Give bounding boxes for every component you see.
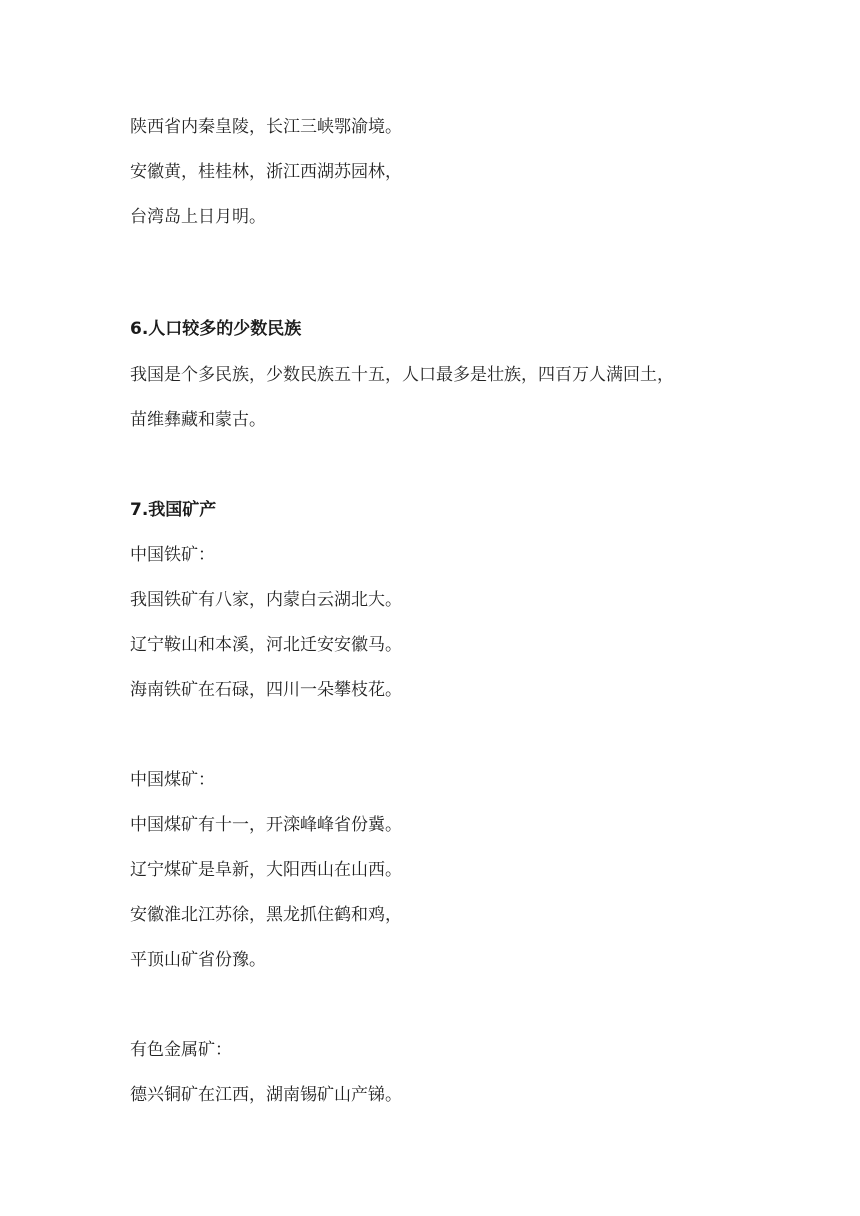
poem-line: 中国煤矿有十一，开滦峰峰省份冀。 <box>130 815 402 835</box>
poem-line: 我国铁矿有八家，内蒙白云湖北大。 <box>130 590 402 610</box>
poem-line: 德兴铜矿在江西，湖南锡矿山产锑。 <box>130 1085 402 1105</box>
poem-line: 我国是个多民族，少数民族五十五，人口最多是壮族，四百万人满回土， <box>130 365 674 385</box>
subsection-label: 中国铁矿： <box>130 545 215 565</box>
poem-line: 陕西省内秦皇陵，长江三峡鄂渝境。 <box>130 117 402 137</box>
poem-line: 苗维彝藏和蒙古。 <box>130 410 266 430</box>
subsection-label: 有色金属矿： <box>130 1040 232 1060</box>
poem-line: 海南铁矿在石碌，四川一朵攀枝花。 <box>130 680 402 700</box>
section-heading: 7.我国矿产 <box>130 500 217 520</box>
subsection-label: 中国煤矿： <box>130 770 215 790</box>
poem-line: 辽宁煤矿是阜新，大阳西山在山西。 <box>130 860 402 880</box>
section-heading: 6.人口较多的少数民族 <box>130 319 302 339</box>
poem-line: 平顶山矿省份豫。 <box>130 950 266 970</box>
poem-line: 台湾岛上日月明。 <box>130 207 266 227</box>
poem-line: 辽宁鞍山和本溪，河北迁安安徽马。 <box>130 635 402 655</box>
poem-line: 安徽黄，桂桂林，浙江西湖苏园林， <box>130 162 402 182</box>
poem-line: 安徽淮北江苏徐，黑龙抓住鹤和鸡， <box>130 905 402 925</box>
